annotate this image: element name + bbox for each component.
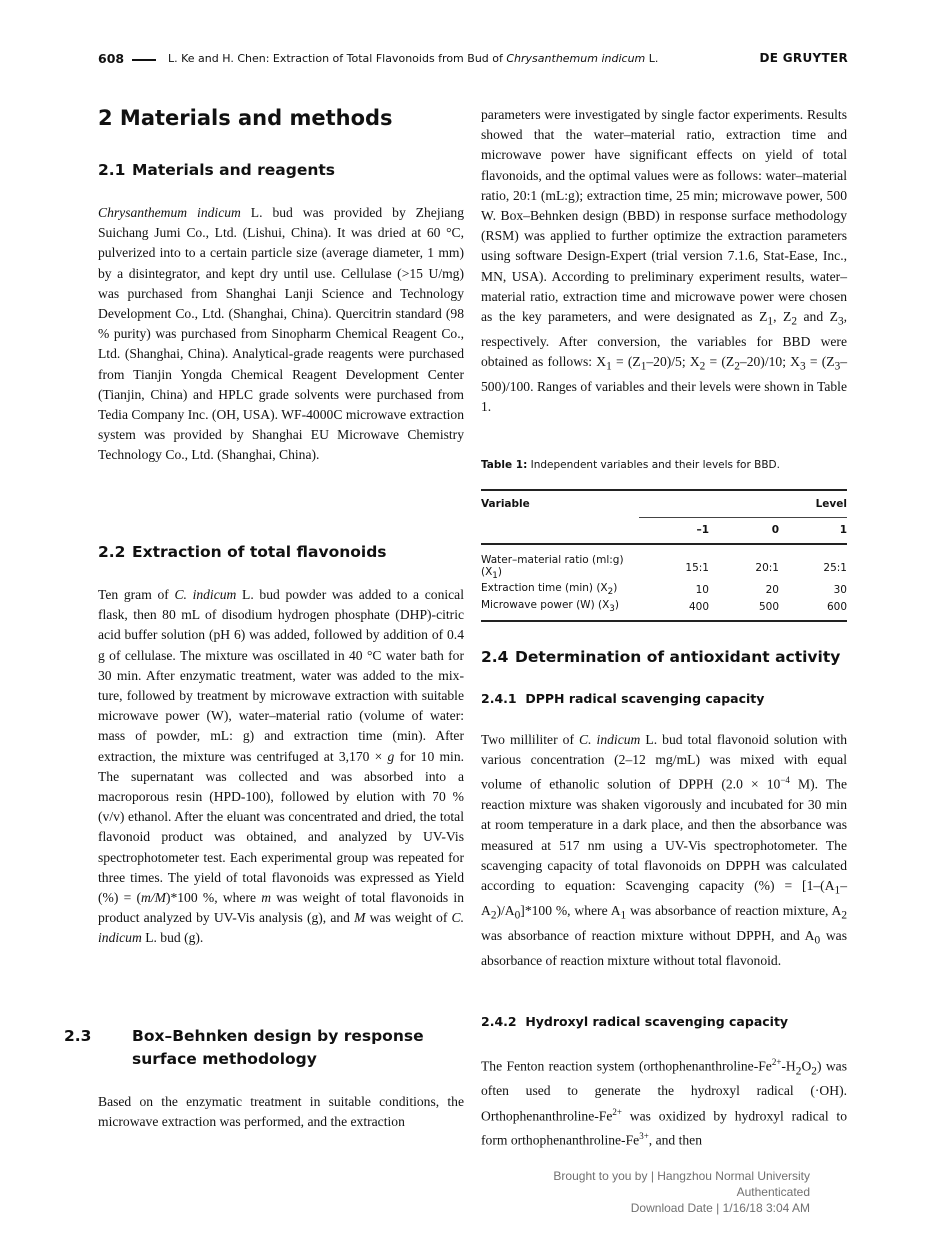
superscript: −4 [780,775,790,786]
species-name: C. indicum [579,732,641,747]
subscript: 2 [795,1065,802,1078]
text: was oxidized by hydroxyl radical to form orthophenanthroline-Fe [481,1108,847,1148]
text: Microwave power (W) (X [481,599,610,612]
subscript: 1 [492,571,498,582]
subscript: 0 [814,934,821,947]
variable-name [481,598,639,621]
text: )/A [496,902,515,918]
text: Water–material ratio (ml:g) (X [481,554,624,578]
paragraph-bbd-start: Based on the enzymatic treatment in suitable conditions, the microwave extraction was performed, and the extraction [98,1094,464,1130]
level-1: 1 [779,517,847,544]
subscript: 1 [640,360,647,373]
footer-auth: Authenticated [736,1185,810,1199]
variable-name [481,581,639,598]
section-number: 2.3 [64,1027,92,1045]
cell-value: 20 [765,583,779,596]
running-title-text: L. Ke and H. Chen: Extraction of Total Flavonoids from Bud of [168,52,507,65]
text: ) [497,566,502,578]
section-number: 2.4.1 [481,691,517,706]
text: ]*100 %, where A [520,902,621,918]
cell-value: 600 [826,600,847,613]
subscript: 1 [606,360,612,373]
section-heading-2-1 [98,159,335,182]
running-title-suffix: L. [645,52,659,65]
text: Two milliliter of [481,732,580,747]
paragraph-text: L. bud was provided by Zhejiang Suichang Jumi Co., Ltd. (Lishui, China). It was dried at 60 °C, pulverized into to a certain particle size (average diameter, 1 mm) by a disintegrator, and kept dry until use. Cellulase (>15 U/mg) was purchased from Shanghai Lanji Science and Technology Development Co., Ltd. (Shanghai, China). Quercitrin standard (98 % purity) was purchased from Sinopharm Chemical Reagent Co., Ltd. (Shanghai, China). Analytical-grade reagents were purchased from Tianjin Yongda Chemical Reagent Development Center (Tianjin, China) and HPLC grade solvents were purchased from Tedia Company Inc. (OH, USA). WF-4000C microwave extraction system was provided by Shanghai EU Microwave Chemistry Technology Co., Ltd. (Shanghai, China). [98,205,464,463]
text: was absorbance of reaction mixture without total flavonoid. [481,927,847,968]
text: The Fenton reaction system (orthophenanthroline-Fe [481,1058,772,1074]
text: L. bud (g). [141,930,204,946]
text: = (Z [705,354,735,370]
text: Extraction time (min) (X [481,582,608,595]
superscript: 2+ [612,1106,622,1117]
running-head [98,51,848,69]
species-name: Chrysanthemum indicum [98,205,241,220]
section-title: Determination of antioxidant activity [515,648,841,666]
subscript: 2 [734,360,740,373]
paragraph-bbd-continued [481,105,847,417]
text: and Z [796,309,838,325]
section-title: DPPH radical scavenging capacity [525,691,765,706]
text: , respectively. After conversion, the variables for BBD were obtained as follows: X [481,309,848,370]
text: M). The reaction mixture was shaken vigorously and incubated for 30 min at room temperature in a dark place, and then the absorbance was measured at 517 nm using a UV-Vis spectrophotometer. The scavenging capacity of total flavonoids on DPPH was calculated according to equation: Scavenging capacity (%) = [1–(A [481,776,847,893]
subscript: 0 [514,909,521,922]
cell-value: 25:1 [823,561,847,574]
table-row [481,581,847,598]
text: -H [781,1058,796,1074]
text: Ten gram of [98,587,175,602]
section-number: 2.1 [98,161,126,179]
subscript: 3 [800,360,806,373]
subscript: 2 [811,1065,817,1078]
text: L. bud total flavonoid solution with various concentration (2–12 mg/mL) was mixed with equal volume of ethanolic solution of DPPH (2.0 × 10 [481,732,848,792]
italic-m: m [261,890,272,906]
paragraph-extraction [98,585,464,949]
subscript: 2 [607,587,614,598]
running-title-species: Chrysanthemum indicum [506,52,646,65]
section-heading-2-3 [64,1025,462,1071]
text: was absorbance of reaction mixture, A [626,902,842,918]
section-title: Materials and reagents [132,161,336,179]
variables-table [481,489,847,622]
text: parameters were investigated by single factor experiments. Results showed that the water–material ratio, extraction time and microwave power have significant effects on yield of total flavonoids, and the optimal values were as follows: water–material ratio, 20:1 (mL:g); extraction time, 25 min; microwave power, 500 W. Box–Behnken design (BBD) in response surface methodology (RSM) was applied to further optimize the extraction parameters using software Design-Expert (trial version 7.1.6, Stat-Ease, Inc., MN, USA). According to preliminary experiment results, water–material ratio, extraction time and microwave power were chosen as the key parameters, and were designated as Z [481,107,847,325]
species-name: C. indicum [174,587,237,602]
subscript: 1 [767,315,774,328]
text: was weight of [365,910,452,926]
subscript: 3 [834,360,841,373]
italic-M: M [354,910,366,926]
cell-value: 15:1 [685,561,709,574]
table-caption-text: Independent variables and their levels for BBD. [527,459,780,471]
section-number: 2.2 [98,543,126,561]
section-title: Extraction of total flavonoids [132,543,387,561]
italic-g: g [387,748,395,764]
text: –20)/10; X [739,354,800,370]
cell-value: 20:1 [755,561,779,574]
text: –A [481,877,847,918]
paragraph-materials [98,203,464,466]
table-row [481,598,847,621]
text: L. bud powder was added to a conical flask, then 80 mL of disodium hydrogen phosphate (DHP)-citric acid buffer solution (pH 6) was added, followed by addition of 0.4 g of cellulase. The mixture was oscillated in 40 °C water bath for 30 min. After enzymatic treatment, water was added to the mixture, followed by treatment by microwave extraction with suitable microwave power (W), water–material ratio (volume of water: mass of powder, mL: g) and extraction time (min). After extraction, the mixture was centrifuged at 3,170 × [98,587,464,764]
header-rule [132,59,156,61]
text: was absorbance of reaction mixture without DPPH, and A [481,927,815,943]
text: for 10 min. The supernatant was collected and was absorbed into a macroporous resin (HPD-100), followed by elution with 70 % (v/v) ethanol. After the eluant was concentrated and dried, the total flavonoid product was obtained, and analyzed by UV-Vis spectrophotometer test. Each experimental group was repeated for three times. The yield of total flavonoids was expressed as Yield (%) = ( [98,748,465,906]
footer-provider: Brought to you by | Hangzhou Normal University [553,1169,810,1183]
text: = (Z [611,354,641,370]
section-number: 2.4.2 [481,1014,517,1029]
table-level-row [481,517,847,544]
table-row [481,544,847,581]
section-heading-2-4 [481,646,840,669]
section-heading-2-4-1 [481,690,764,708]
variable-name [481,544,639,581]
text: = (Z [805,354,835,370]
paragraph-hydroxyl [481,1052,847,1151]
level-0: 0 [709,517,779,544]
subscript: 3 [609,604,615,615]
header-level: Level [815,497,847,510]
superscript: 2+ [771,1057,782,1067]
subscript: 3 [837,315,844,328]
subscript: 2 [699,360,706,373]
table-caption [481,458,780,472]
cell-value: 30 [833,583,847,596]
section-heading-2-4-2 [481,1013,788,1031]
header-variable: Variable [481,498,530,510]
text: )*100 %, where [165,890,262,906]
cell-value: 500 [758,600,779,613]
paragraph-dpph [481,730,847,971]
text: was weight of total flavonoids in product analyzed by UV-Vis analysis (g), and [98,890,464,926]
superscript: 3+ [639,1131,649,1142]
subscript: 2 [841,909,847,922]
text: ) was often used to generate the hydroxyl radical (·OH). Orthophenanthroline-Fe [481,1058,847,1124]
text: –20)/5; X [646,354,700,370]
level-minus-1: –1 [639,517,709,544]
italic-formula: m/M [141,890,166,906]
text: , Z [773,309,792,325]
text: ) [613,582,618,595]
subscript: 1 [620,909,627,922]
subscript: 2 [490,909,497,922]
table-header-row [481,490,847,517]
cell-value: 400 [688,600,709,613]
section-title: Box–Behnken design by response surface methodology [132,1027,424,1068]
running-title [168,52,658,65]
section-title: Hydroxyl radical scavenging capacity [525,1014,789,1029]
subscript: 2 [791,315,797,328]
page-number: 608 [98,51,125,66]
section-number: 2.4 [481,648,509,666]
subscript: 1 [834,884,841,897]
text: ) [614,599,619,612]
cell-value: 10 [695,583,709,596]
species-name: C. indicum [98,910,464,946]
section-heading-2: 2 Materials and methods [98,106,393,130]
footer-download-date: Download Date | 1/16/18 3:04 AM [630,1201,810,1215]
section-heading-2-2 [98,541,387,564]
publisher-logo: DE GRUYTER [759,51,848,65]
text: , and then [648,1132,702,1148]
download-footer [553,1168,810,1216]
table-caption-label: Table 1: [481,459,528,471]
text: O [801,1058,812,1074]
text: –500)/100. Ranges of variables and their levels were shown in Table 1. [481,354,848,415]
